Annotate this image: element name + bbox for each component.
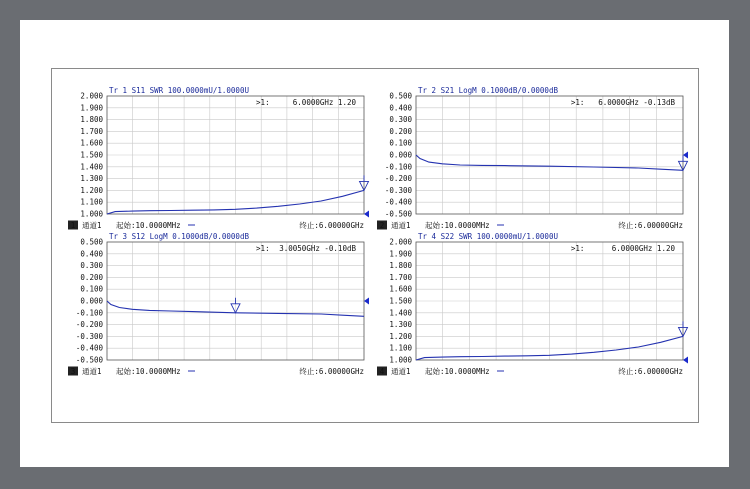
y-tick-label: 1.700 — [80, 126, 103, 136]
y-tick-label: 0.300 — [389, 115, 412, 125]
y-tick-label: 1.900 — [80, 103, 103, 113]
reference-level-marker — [364, 298, 369, 305]
channel-label: 通道1 — [82, 367, 102, 376]
marker-readout — [256, 98, 356, 107]
y-tick-label: -0.200 — [75, 320, 103, 330]
stop-frequency: 终止:6.00000GHz — [618, 367, 683, 376]
marker-value: 6.0000GHz 1.20 — [292, 98, 356, 107]
channel-label: 通道1 — [391, 221, 411, 230]
y-tick-label: 1.600 — [389, 284, 412, 294]
y-tick-label: -0.400 — [75, 343, 103, 353]
y-tick-label: -0.400 — [384, 197, 412, 207]
marker-readout — [571, 244, 676, 253]
channel-label: 通道1 — [82, 221, 102, 230]
channel-label: 通道1 — [391, 367, 411, 376]
trace-panel-4 — [377, 232, 688, 376]
marker-label: >1: — [570, 98, 585, 107]
y-tick-label: 0.100 — [80, 284, 103, 294]
start-frequency: 起始:10.0000MHz — [425, 221, 490, 230]
y-tick-label: 1.100 — [389, 343, 412, 353]
y-tick-label: 1.800 — [80, 115, 103, 125]
y-tick-label: 1.100 — [80, 197, 103, 207]
y-tick-label: 0.000 — [80, 296, 103, 306]
y-tick-label: 1.800 — [389, 261, 412, 271]
y-tick-label: 0.400 — [80, 249, 103, 259]
stop-frequency: 终止:6.00000GHz — [299, 221, 364, 230]
trace-title: Tr 1 S11 SWR 100.0000mU/1.0000U — [109, 86, 249, 95]
y-tick-label: 0.100 — [389, 138, 412, 148]
trace-number: 1 — [70, 221, 76, 230]
stop-frequency: 终止:6.00000GHz — [299, 367, 364, 376]
marker-readout — [256, 244, 356, 253]
y-tick-label: 0.200 — [389, 126, 412, 136]
y-tick-label: 0.500 — [80, 237, 103, 247]
y-tick-label: 0.000 — [389, 150, 412, 160]
y-tick-label: 1.400 — [389, 308, 412, 318]
marker-value: 6.0000GHz 1.20 — [611, 244, 675, 253]
y-tick-label: 1.500 — [80, 150, 103, 160]
start-frequency: 起始:10.0000MHz — [116, 221, 181, 230]
reference-level-marker — [683, 152, 688, 159]
y-tick-label: 2.000 — [389, 237, 412, 247]
y-tick-label: 1.200 — [389, 331, 412, 341]
y-tick-label: 1.000 — [389, 355, 412, 365]
y-tick-label: 0.400 — [389, 103, 412, 113]
reference-level-marker — [364, 211, 369, 218]
trace-number: 2 — [379, 221, 385, 230]
marker-value: 6.0000GHz -0.13dB — [598, 98, 675, 107]
y-tick-label: 0.300 — [80, 261, 103, 271]
trace-number: 3 — [70, 367, 76, 376]
trace-panel-1 — [68, 86, 369, 230]
grid — [107, 96, 364, 214]
marker-label: >1: — [570, 244, 585, 253]
y-tick-label: 2.000 — [80, 91, 103, 101]
start-frequency: 起始:10.0000MHz — [425, 367, 490, 376]
y-tick-label: 0.500 — [389, 91, 412, 101]
y-tick-label: 1.300 — [80, 174, 103, 184]
y-tick-label: -0.500 — [384, 209, 412, 219]
analyzer-screen — [51, 68, 699, 423]
trace-panel-3 — [68, 232, 369, 376]
stop-frequency: 终止:6.00000GHz — [618, 221, 683, 230]
marker-value: 3.0050GHz -0.10dB — [279, 244, 356, 253]
y-tick-label: -0.500 — [75, 355, 103, 365]
marker-readout — [571, 98, 676, 107]
y-tick-label: 1.900 — [389, 249, 412, 259]
analyzer-display — [52, 69, 700, 424]
marker-label: >1: — [256, 98, 270, 107]
trace-title: Tr 4 S22 SWR 100.0000mU/1.0000U — [418, 232, 558, 241]
y-tick-label: -0.200 — [384, 174, 412, 184]
y-tick-label: 1.000 — [80, 209, 103, 219]
y-tick-label: 1.600 — [80, 138, 103, 148]
y-tick-label: -0.100 — [384, 162, 412, 172]
y-tick-label: -0.300 — [75, 331, 103, 341]
y-tick-label: -0.300 — [384, 185, 412, 195]
marker-label: >1: — [256, 244, 270, 253]
trace-panel-2 — [377, 86, 688, 230]
y-tick-label: 1.200 — [80, 185, 103, 195]
grid — [416, 242, 683, 360]
start-frequency: 起始:10.0000MHz — [116, 367, 181, 376]
y-tick-label: -0.100 — [75, 308, 103, 318]
y-tick-label: 0.200 — [80, 272, 103, 282]
y-tick-label: 1.700 — [389, 272, 412, 282]
y-tick-label: 1.300 — [389, 320, 412, 330]
trace-number: 4 — [379, 367, 385, 376]
y-tick-label: 1.500 — [389, 296, 412, 306]
reference-level-marker — [683, 357, 688, 364]
grid — [416, 96, 683, 214]
trace-title: Tr 2 S21 LogM 0.1000dB/0.0000dB — [418, 86, 558, 95]
y-tick-label: 1.400 — [80, 162, 103, 172]
trace-title: Tr 3 S12 LogM 0.1000dB/0.0000dB — [109, 232, 249, 241]
